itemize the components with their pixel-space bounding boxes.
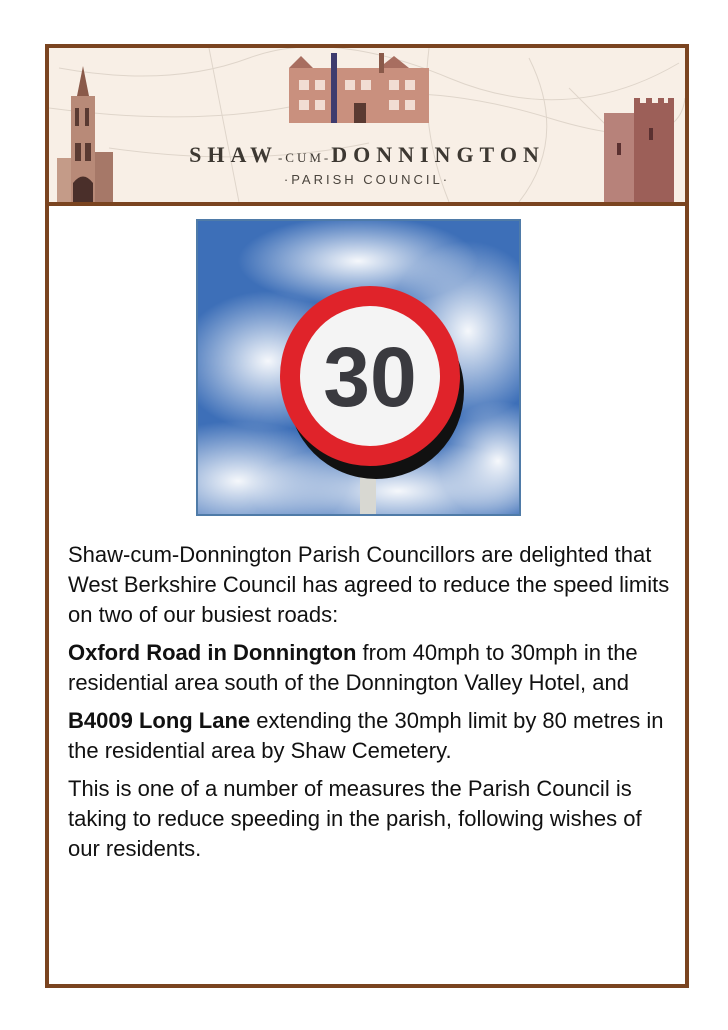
notice-frame <box>45 44 689 988</box>
road2-name: B4009 Long Lane <box>68 708 251 733</box>
closing-paragraph: This is one of a number of measures the Parish Council is taking to reduce speeding in the parish, following wishes of our residents. <box>68 776 642 861</box>
parish-council-subtitle: ·PARISH COUNCIL· <box>283 172 451 187</box>
parish-title <box>49 142 685 168</box>
notice-body <box>68 540 673 872</box>
road1-description: from 40mph to 30mph in the residential area south of the Donnington Valley Hotel, and <box>68 640 638 695</box>
sign-number: 30 <box>323 330 417 424</box>
intro-paragraph: Shaw-cum-Donnington Parish Councillors are delighted that West Berkshire Council has agreed to reduce the speed limits on two of our busiest roads: <box>68 542 670 627</box>
road2-description: extending the 30mph limit by 80 metres in the residential area by Shaw Cemetery. <box>68 708 664 763</box>
road1-name: Oxford Road in Donnington <box>68 640 357 665</box>
title-donnington: DONNINGTON <box>331 142 545 167</box>
title-cum: -CUM- <box>277 150 332 165</box>
road1-paragraph <box>68 638 673 698</box>
title-shaw: SHAW <box>189 142 278 167</box>
road2-paragraph <box>68 706 673 766</box>
speed-limit-sign-photo <box>196 219 521 516</box>
manor-house-illustration <box>289 53 429 123</box>
parish-header-banner <box>49 48 685 206</box>
